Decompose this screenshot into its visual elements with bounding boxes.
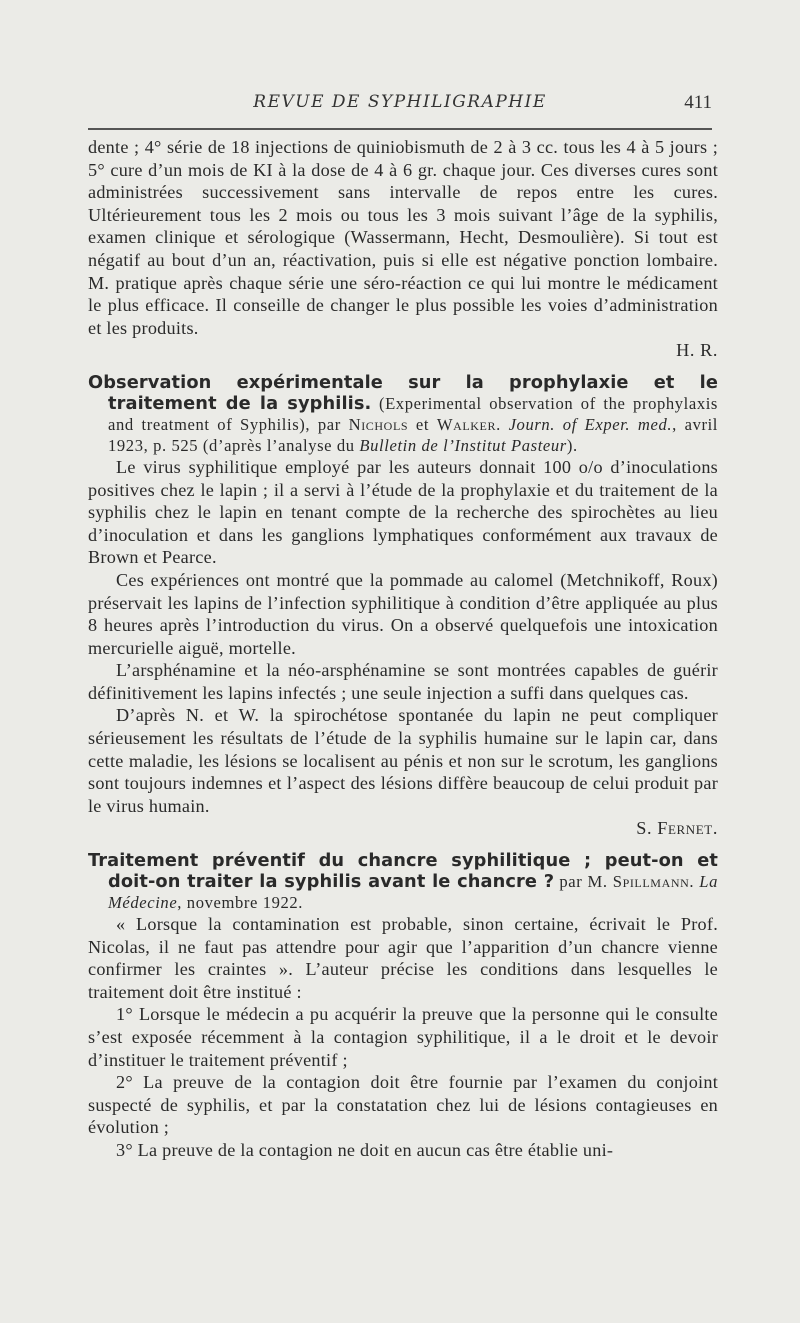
page-body	[88, 136, 718, 1162]
continued-paragraph: dente ; 4° série de 18 injections de quiniobismuth de 2 à 3 cc. tous les 4 à 5 jours ; 5° cure d’un mois de KI à la dose de 4 à 6 gr. chaque jour. Ces diverses cures sont administrées successivement sans intervalle de repos entre les cures. Ultérieurement tous les 2 mois ou tous les 3 mois suivant l’âge de la syphilis, examen clinique et sérologique (Wassermann, Hecht, Desmoulière). Si tout est négatif au bout d’un an, réactivation, puis si elle est négative ponction lombaire. M. pratique après chaque série une séro-réaction ce qui lui montre le médicament le plus efficace. Il conseille de changer le plus possible les voies d’administration et les produits.	[88, 137, 718, 338]
header-rule	[88, 128, 712, 130]
paragraph: 3° La preuve de la contagion ne doit en aucun cas être établie uni-	[116, 1139, 614, 1160]
article-title: Traitement préventif du chancre syphilitique ; peut-on et doit-on traiter la syphilis avant le chancre ?	[88, 850, 718, 893]
article-ref-open: par M.	[554, 872, 613, 892]
paragraph: Le virus syphilitique employé par les auteurs donnait 100 o/o d’inoculations positives chez le lapin ; il a servi à l’étude de la prophylaxie et du traitement de la syphilis chez le lapin en tenant compte de la recherche des spirochètes au lieu d’inoculation et dans les ganglions lymphatiques conformément aux travaux de Brown et Pearce.	[88, 456, 718, 568]
article-ref-and: et	[408, 414, 437, 434]
paragraph: 1° Lorsque le médecin a pu acquérir la preuve que la personne qui le consulte s’est exposée récemment à la contagion syphilitique, il a le droit et le devoir d’instituer le traitement préventif ;	[88, 1004, 718, 1070]
signature-fernet: S. Fernet.	[636, 818, 718, 839]
article-traitement-preventif	[88, 850, 718, 1162]
paragraph: L’arsphénamine et la néo-arsphénamine se sont montrées capables de guérir définitivement les lapins infectés ; une seule injection a suffi dans quelques cas.	[88, 660, 718, 703]
article-ref-date: , novembre 1922.	[177, 893, 304, 913]
article-heading	[88, 850, 718, 913]
author-walker: Walker	[436, 414, 497, 434]
article-ref-date: , avril 1923, p. 525 (d’après l’analyse du	[108, 414, 719, 455]
paragraph: Ces expériences ont montré que la pommade au calomel (Metchnikoff, Roux) préservait les lapins de l’infection syphilitique à condition d’être appliquée au plus 8 heures après l’introduction du virus. On a observé quelquefois une intoxication mercurielle aiguë, mortelle.	[88, 569, 718, 658]
article-ref-close: ).	[566, 435, 578, 455]
running-head	[88, 92, 712, 120]
article-prophylaxie	[88, 372, 718, 840]
author-nichols: Nichols	[348, 414, 409, 434]
page-number: 411	[684, 92, 712, 113]
article-heading	[88, 372, 718, 456]
paragraph: 2° La preuve de la contagion doit être fournie par l’examen du conjoint suspecté de syphilis, et par la constatation chez lui de lésions contagieuses en évolution ;	[88, 1072, 718, 1138]
running-title: REVUE DE SYPHILIGRAPHIE	[253, 92, 547, 112]
paragraph: D’après N. et W. la spirochétose spontanée du lapin ne peut compliquer sérieusement les résultats de l’étude de la syphilis humaine sur le lapin car, dans cette maladie, les lésions se localisent au pénis et non sur le scrotum, les ganglions sont toujours indemnes et l’aspect des lésions diffère beaucoup de celui produit par le virus humain.	[88, 705, 718, 816]
paragraph: « Lorsque la contamination est probable, sinon certaine, écrivait le Prof. Nicolas, il ne faut pas attendre pour agir que l’apparition d’un chancre vienne confirmer les craintes ». L’auteur précise les conditions dans lesquelles le traitement doit être institué :	[88, 914, 718, 1002]
article-ref-sep: .	[689, 872, 700, 892]
article-title: Observation expérimentale sur la prophylaxie et le traitement de la syphilis.	[88, 371, 718, 414]
signature-hr: H. R.	[676, 340, 718, 361]
bulletin-name: Bulletin de l’Institut Pasteur	[359, 435, 567, 455]
article-ref-open: (Experimental observation of the prophylaxis and treatment of Syphilis), par	[108, 393, 718, 434]
journal-name: Journ. of Exper. med.	[508, 414, 673, 434]
article-ref-sep: .	[496, 414, 509, 434]
author-spillmann: Spillmann	[612, 872, 690, 892]
journal-name: La Médecine	[108, 872, 719, 913]
